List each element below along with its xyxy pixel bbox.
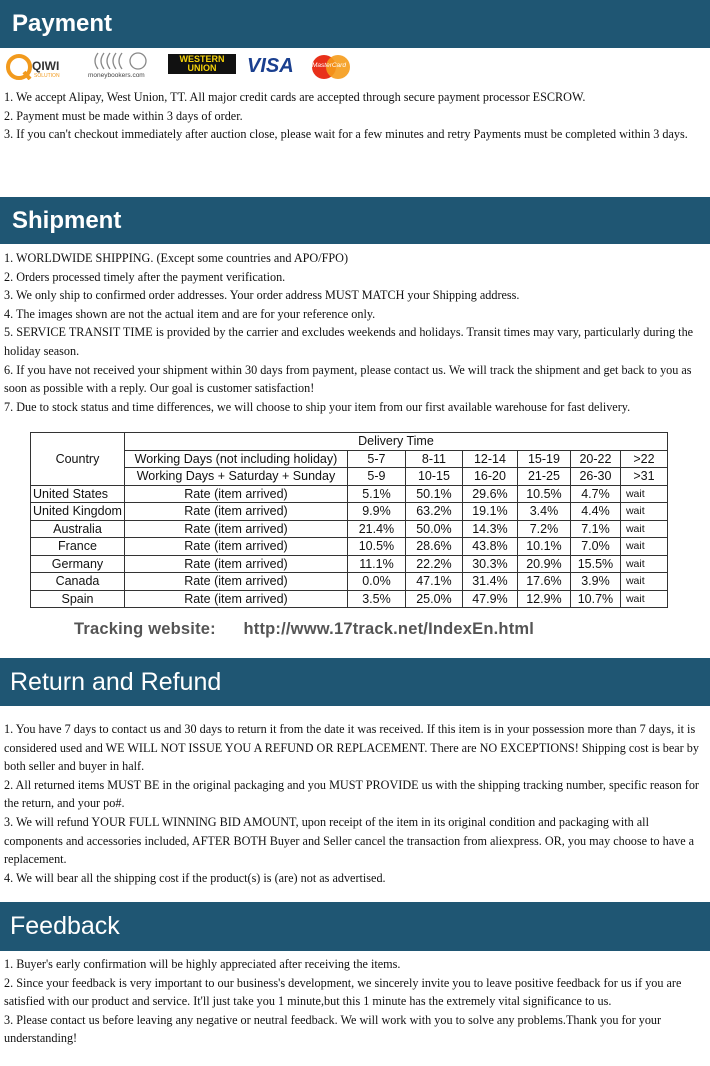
table-row: Germany Rate (item arrived) 11.1% 22.2% 30.3% 20.9% 15.5% wait: [31, 555, 668, 573]
refund-title: Return and Refund: [10, 667, 222, 696]
table-row: Australia Rate (item arrived) 21.4% 50.0% 14.3% 7.2% 7.1% wait: [31, 520, 668, 538]
refund-line: 4. We will bear all the shipping cost if the product(s) is (are) not as advertised.: [4, 870, 386, 885]
shipment-line: 6. If you have not received your shipment within 30 days from payment, please contact us. We will track the shipment and get back to you as soon as possible with a reply. Our goal is customer satisfaction!: [4, 362, 692, 396]
western-union-logo: WESTERN UNION: [168, 54, 236, 74]
shipment-line: 7. Due to stock status and time differences, we will choose to ship your item from our first available warehouse for fast delivery.: [4, 399, 631, 414]
working-days-plus-label: Working Days + Saturday + Sunday: [124, 468, 347, 486]
refund-header: [0, 658, 710, 706]
payment-line: 3. If you can't checkout immediately after auction close, please wait for a few minutes and retry Payments must be completed within 3 days.: [4, 127, 688, 142]
feedback-header: [0, 902, 710, 951]
feedback-line: 1. Buyer's early confirmation will be highly appreciated after receiving the items.: [4, 957, 401, 971]
working-days-label: Working Days (not including holiday): [124, 450, 347, 468]
payment-line: 1. We accept Alipay, West Union, TT. All major credit cards are accepted through secure payment processor ESCROW.: [4, 90, 586, 104]
mastercard-logo: MasterCard: [309, 53, 353, 81]
feedback-line: 2. Since your feedback is very important to our business's development, we sincerely invite you to leave positive feedback for us if you are satisfied with our product and service. It'll just take you 1 minute,but this 1 minute has the extremely vital significance to us.: [4, 975, 682, 1009]
table-row: France Rate (item arrived) 10.5% 28.6% 43.8% 10.1% 7.0% wait: [31, 538, 668, 556]
refund-text: [4, 720, 706, 887]
tracking-label: Tracking website:: [74, 620, 216, 638]
table-row: United States Rate (item arrived) 5.1% 50.1% 29.6% 10.5% 4.7% wait: [31, 485, 668, 503]
shipment-line: 4. The images shown are not the actual item and are for your reference only.: [4, 306, 376, 321]
moneybookers-logo: moneybookers.com: [84, 50, 162, 86]
qiwi-logo: QIWI SOLUTION: [4, 52, 76, 86]
shipment-header: [0, 197, 710, 244]
shipment-line: 1. WORLDWIDE SHIPPING. (Except some countries and APO/FPO): [4, 251, 349, 265]
delivery-time-header: Delivery Time: [124, 433, 667, 451]
payment-logos: [4, 50, 364, 88]
visa-logo: VISA: [247, 55, 294, 77]
tracking-url[interactable]: http://www.17track.net/IndexEn.html: [243, 620, 535, 638]
refund-line: 3. We will refund YOUR FULL WINNING BID AMOUNT, upon receipt of the item in its original condition and packaging with all components and accessories included, AFTER BOTH Buyer and Seller cancel the transaction from aliexpress. OR, you may choose to have a replacement.: [4, 814, 695, 867]
shipment-line: 5. SERVICE TRANSIT TIME is provided by the carrier and excludes weekends and holidays. Transit times may vary, particularly during the holiday season.: [4, 325, 694, 358]
delivery-time-table: Country Delivery Time Working Days (not including holiday) 5-7 8-11 12-14 15-19 20-22 >22 Working Days + Saturday + Sunday 5-9 10-15 16-20 21-25 26-30 >31 United States Rate (item arrived) 5.1% 50.1% 29.6% 10.5% 4.7% wait United Kingdom Rate (item arrived) 9.9% 63.2% 19.1% 3.4% 4.4% wait Australia Rate (item arrived) 21.4% 50.0% 14.3% 7.2% 7.1% wait France Rate (item arrived) 10.5% 28.6% 43.8% 10.1% 7.0% wait Germany Rate (item arrived) 11.1% 22.2% 30.3% 20.9% 15.5% wait Canada Rate (item arrived) 0.0% 47.1% 31.4% 17.6% 3.9% wait Spain Rate (item arrived) 3.5% 25.0% 47.9% 12.9% 10.7% wait: [30, 432, 668, 608]
payment-text: [4, 88, 706, 144]
country-header: Country: [31, 433, 125, 486]
feedback-line: 3. Please contact us before leaving any negative or neutral feedback. We will work with you to solve any problems.Thank you for your understanding!: [4, 1012, 662, 1046]
table-row: Canada Rate (item arrived) 0.0% 47.1% 31.4% 17.6% 3.9% wait: [31, 573, 668, 591]
payment-line: 2. Payment must be made within 3 days of order.: [4, 108, 243, 123]
shipment-line: 2. Orders processed timely after the payment verification.: [4, 269, 286, 284]
refund-line: 2. All returned items MUST BE in the original packaging and you MUST PROVIDE us with the shipping tracking number, specific reason for the return, and your po#.: [4, 777, 699, 811]
feedback-text: [4, 955, 706, 1048]
shipment-text: [4, 249, 706, 416]
payment-header: [0, 0, 710, 48]
shipment-line: 3. We only ship to confirmed order addresses. Your order address MUST MATCH your Shipping address.: [4, 288, 520, 303]
table-row: Spain Rate (item arrived) 3.5% 25.0% 47.9% 12.9% 10.7% wait: [31, 590, 668, 608]
feedback-title: Feedback: [10, 912, 120, 940]
tracking-line: [74, 620, 534, 639]
shipment-title: Shipment: [12, 206, 122, 234]
payment-title: Payment: [12, 10, 113, 37]
table-row: United Kingdom Rate (item arrived) 9.9% 63.2% 19.1% 3.4% 4.4% wait: [31, 503, 668, 521]
refund-line: 1. You have 7 days to contact us and 30 days to return it from the date it was received. If this item is in your possession more than 7 days, it is considered used and WE WILL NOT ISSUE YOU A REFUND OR REPLACEMENT. There are NO EXCEPTIONS! Shipping cost is bear by both seller and buyer in half.: [4, 722, 699, 774]
